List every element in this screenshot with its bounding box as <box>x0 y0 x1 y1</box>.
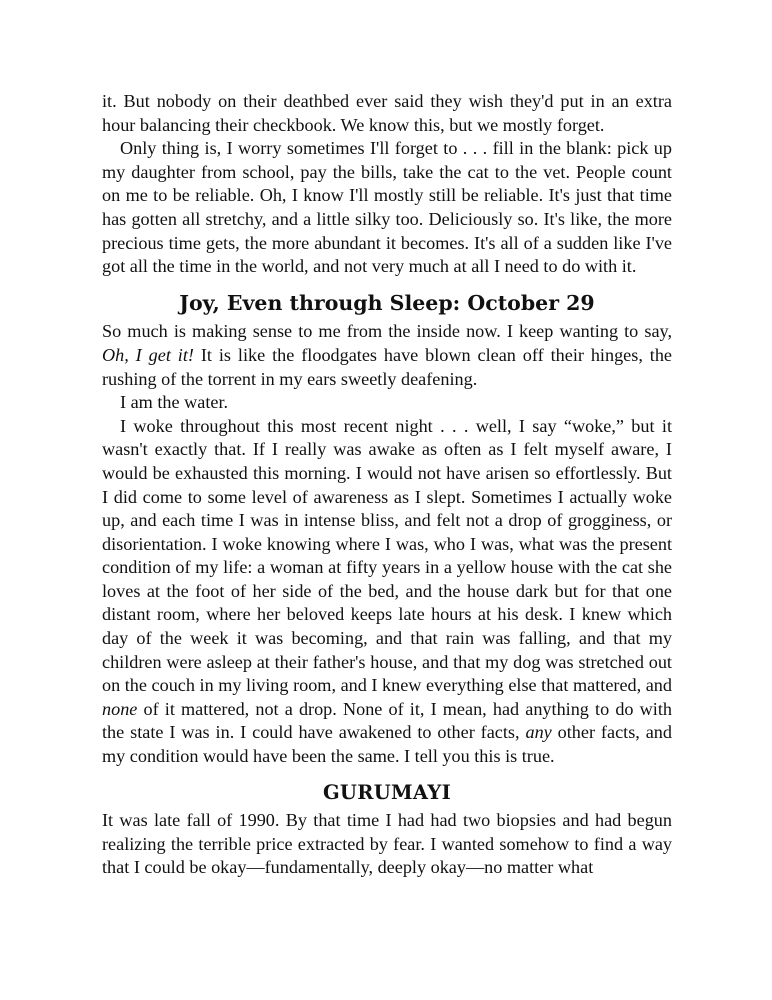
italic-text: none <box>102 698 138 719</box>
text-span: other facts, and my condition would have been the same. I tell you this is true. <box>102 722 672 767</box>
paragraph-reliability: Only thing is, I worry sometimes I'll forget to . . . fill in the blank: pick up my daughter from school, pay the bills, take the cat to the vet. People count on me to be reliable. Oh, I know I'll mostly still be reliable. It's just that time has gotten all stretchy, and a little silky too. Deliciously so. It's like, the more precious time gets, the more abundant it becomes. It's all of a sudden like I've got all the time in the world, and not very much at all I need to do with it. <box>102 138 672 277</box>
paragraph-fall-1990: It was late fall of 1990. By that time I had had two biopsies and had begun realizing the terrible price extracted by fear. I wanted somehow to find a way that I could be okay—fundamentally, deeply okay—no matter what <box>102 810 672 878</box>
paragraph-woke <box>102 415 672 769</box>
text-span: It is like the floodgates have blown clean off their hinges, the rushing of the torrent in my ears sweetly deafening. <box>102 344 672 389</box>
paragraph-continuation: it. But nobody on their deathbed ever said they wish they'd put in an extra hour balancing their checkbook. We know this, but we mostly forget. <box>102 91 672 135</box>
text-span: I woke throughout this most recent night . . . well, I say “woke,” but it wasn't exactly that. If I really was awake as often as I felt myself aware, I would be exhausted this morning. I would not have arisen so effortlessly. But I did come to some level of awareness as I slept. Sometimes I actually woke up, and each time I was in intense bliss, and felt not a drop of grogginess, or disorientation. I woke knowing where I was, who I was, what was the present condition of my life: a woman at fifty years in a yellow house with the cat she loves at the foot of her side of the bed, and the house dark but for that one distant room, where her beloved keeps late hours at his desk. I knew which day of the week it was becoming, and that rain was falling, and that my children were asleep at their father's house, and that my dog was stretched out on the couch in my living room, and I knew everything else that mattered, and <box>102 415 672 696</box>
paragraph-making-sense <box>102 320 672 391</box>
book-page <box>102 90 672 880</box>
section-heading-gurumayi: GURUMAYI <box>322 780 452 804</box>
italic-text: Oh, I get it! <box>102 344 194 365</box>
italic-text: any <box>525 722 552 743</box>
section-heading-joy: Joy, Even through Sleep: October 29 <box>179 290 595 315</box>
text-span: So much is making sense to me from the inside now. I keep wanting to say, <box>102 321 672 342</box>
text-span: of it mattered, not a drop. None of it, I mean, had anything to do with the state I was in. I could have awakened to other facts, <box>102 698 672 743</box>
paragraph-water: I am the water. <box>120 392 229 413</box>
